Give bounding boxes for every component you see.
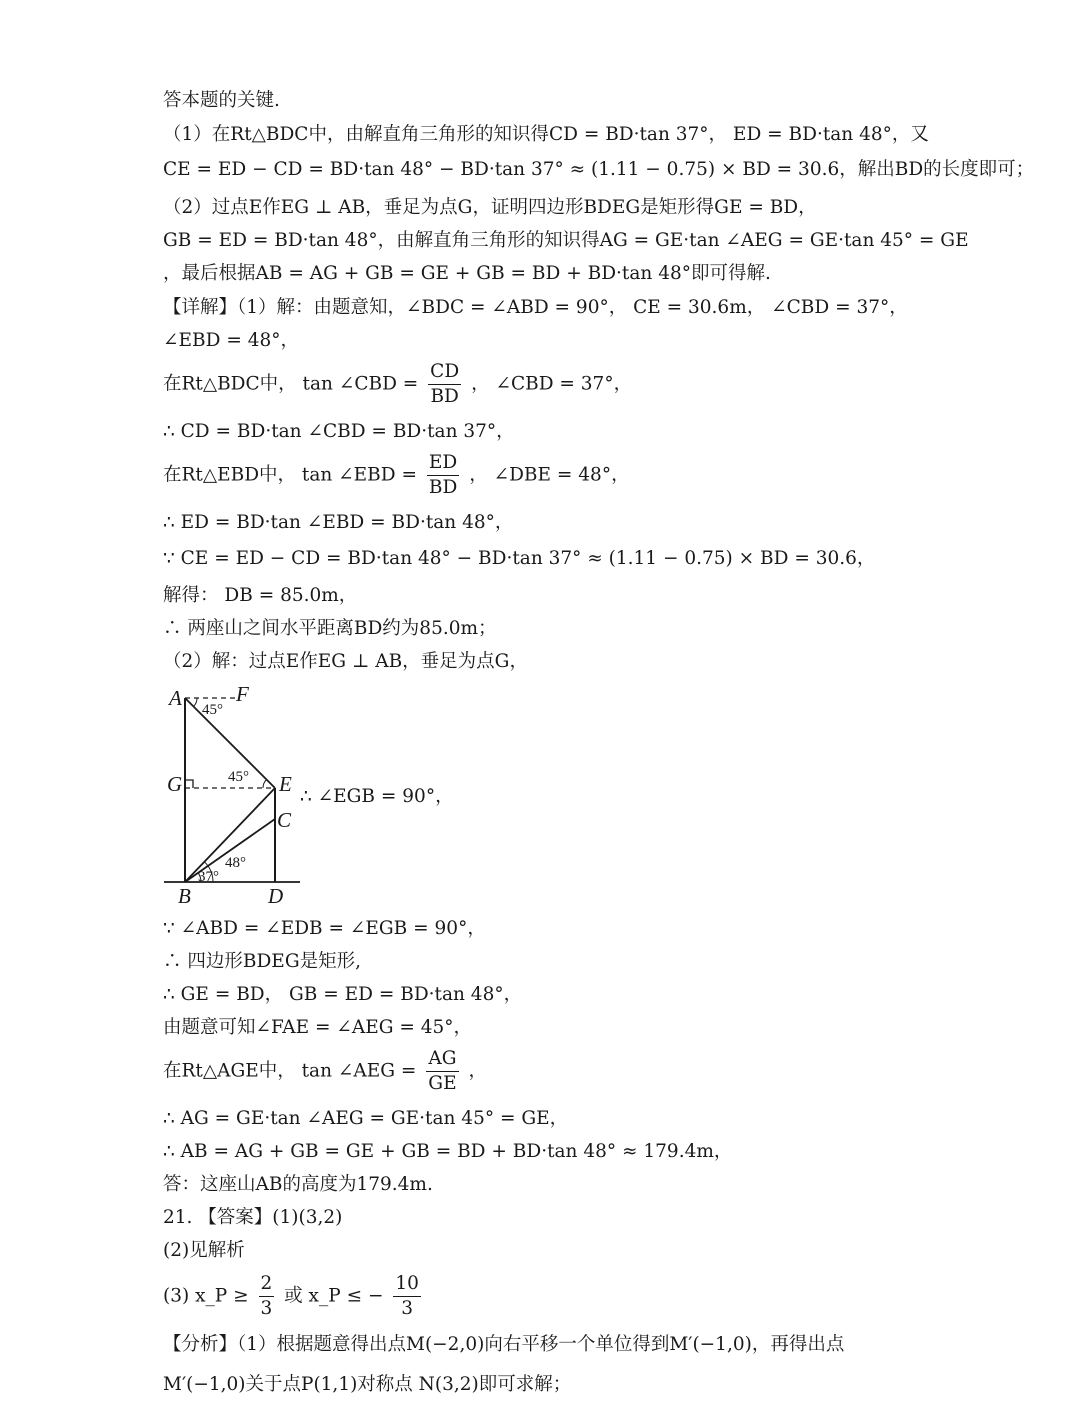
equation-xp-range: [163, 1272, 425, 1321]
text-line: （1）在Rt△BDC中，由解直角三角形的知识得CD = BD·tan 37°， ED = BD·tan 48°，又: [163, 124, 929, 145]
text-line: ∴ AG = GE·tan ∠AEG = GE·tan 45° = GE，: [163, 1108, 569, 1129]
fraction: [426, 1047, 458, 1096]
text-line: 答：这座山AB的高度为179.4m.: [163, 1174, 433, 1195]
fraction-numerator: ED: [427, 451, 459, 476]
label-point-g: G: [167, 772, 183, 796]
fraction-numerator: CD: [428, 360, 461, 385]
text-line: 解得： DB = 85.0m，: [163, 585, 358, 606]
eq-middle: 或 x_P ≤ −: [284, 1285, 384, 1307]
fraction-numerator: AG: [426, 1047, 458, 1072]
equation-tan-ebd: [163, 451, 630, 500]
fraction-denominator: BD: [430, 386, 459, 407]
text-line: 答本题的关键.: [163, 90, 280, 111]
text-line: （2）解：过点E作EG ⊥ AB，垂足为点G，: [163, 651, 528, 672]
text-line: 【详解】（1）解：由题意知，∠BDC = ∠ABD = 90°， CE = 30.6m， ∠CBD = 37°，: [163, 297, 908, 318]
fraction: [427, 451, 459, 500]
text-line: ∵ CE = ED − CD = BD·tan 48° − BD·tan 37° ≈ (1.11 − 0.75) × BD = 30.6，: [163, 548, 876, 569]
text-line: ∴ 两座山之间水平距离BD约为85.0m；: [163, 618, 497, 639]
text-line: GB = ED = BD·tan 48°，由解直角三角形的知识得AG = GE·tan ∠AEG = GE·tan 45° = GE: [163, 230, 969, 251]
eq-prefix: 在Rt△EBD中， tan ∠EBD =: [163, 464, 417, 486]
fraction-denominator: 3: [401, 1298, 413, 1319]
geometry-figure: [160, 682, 305, 910]
text-line: (2)见解析: [163, 1240, 245, 1261]
label-point-a: A: [169, 686, 182, 710]
text-line: CE = ED − CD = BD·tan 48° − BD·tan 37° ≈ (1.11 − 0.75) × BD = 30.6，解出BD的长度即可；: [163, 159, 1035, 180]
eq-suffix: ， ∠CBD = 37°，: [471, 373, 633, 395]
fraction-numerator: 10: [393, 1272, 421, 1297]
text-line-egb: ∴ ∠EGB = 90°，: [300, 786, 454, 807]
label-point-b: B: [178, 884, 191, 908]
text-line: ∠EBD = 48°，: [163, 330, 299, 351]
fraction: [259, 1272, 275, 1321]
angle-label-37: 37°: [198, 869, 219, 885]
text-line: 由题意可知∠FAE = ∠AEG = 45°，: [163, 1017, 473, 1038]
fraction: [393, 1272, 421, 1321]
fraction-denominator: BD: [428, 477, 458, 498]
text-line: M′(−1,0)关于点P(1,1)对称点 N(3,2)即可求解；: [163, 1374, 572, 1395]
fraction-numerator: 2: [259, 1272, 275, 1297]
text-line: ∴ CD = BD·tan ∠CBD = BD·tan 37°，: [163, 421, 515, 442]
text-line: ∴ GE = BD， GB = ED = BD·tan 48°，: [163, 984, 523, 1005]
angle-label-top: 45°: [202, 702, 223, 718]
eq-prefix: 在Rt△AGE中， tan ∠AEG =: [163, 1060, 417, 1082]
angle-arc-a: [194, 698, 198, 707]
fraction-denominator: 3: [260, 1298, 273, 1319]
text-line: （2）过点E作EG ⊥ AB，垂足为点G，证明四边形BDEG是矩形得GE = BD，: [163, 197, 817, 218]
text-line: 【分析】（1）根据题意得出点M(−2,0)向右平移一个单位得到M′(−1,0)，再得出点: [163, 1334, 845, 1355]
angle-label-mid: 45°: [228, 769, 249, 785]
label-point-e: E: [279, 772, 292, 796]
eq-prefix: 在Rt△BDC中， tan ∠CBD =: [163, 373, 419, 395]
label-point-f: F: [236, 682, 249, 706]
text-line: ∵ ∠ABD = ∠EDB = ∠EGB = 90°，: [163, 918, 486, 939]
angle-arc-e: [263, 780, 267, 789]
text-line: 21. 【答案】(1)(3,2): [163, 1207, 343, 1228]
equation-tan-cbd: [163, 360, 632, 409]
fraction-denominator: GE: [428, 1073, 457, 1094]
fraction: [428, 360, 461, 409]
text-line: ∴ AB = AG + GB = GE + GB = BD + BD·tan 48° ≈ 179.4m，: [163, 1141, 733, 1162]
text-line: ∴ 四边形BDEG是矩形,: [163, 951, 361, 972]
eq-prefix: (3) x_P ≥: [163, 1285, 249, 1307]
label-point-d: D: [268, 884, 284, 908]
right-angle-mark: [185, 780, 193, 788]
equation-tan-aeg: [163, 1047, 487, 1096]
label-point-c: C: [277, 808, 292, 832]
figure-diagram: [160, 682, 305, 910]
eq-suffix: ，: [468, 1060, 487, 1082]
angle-label-48: 48°: [225, 855, 246, 871]
text-line: ∴ ED = BD·tan ∠EBD = BD·tan 48°，: [163, 512, 514, 533]
text-line: ，最后根据AB = AG + GB = GE + GB = BD + BD·tan 48°即可得解.: [163, 263, 771, 284]
eq-suffix: ， ∠DBE = 48°，: [469, 464, 630, 486]
